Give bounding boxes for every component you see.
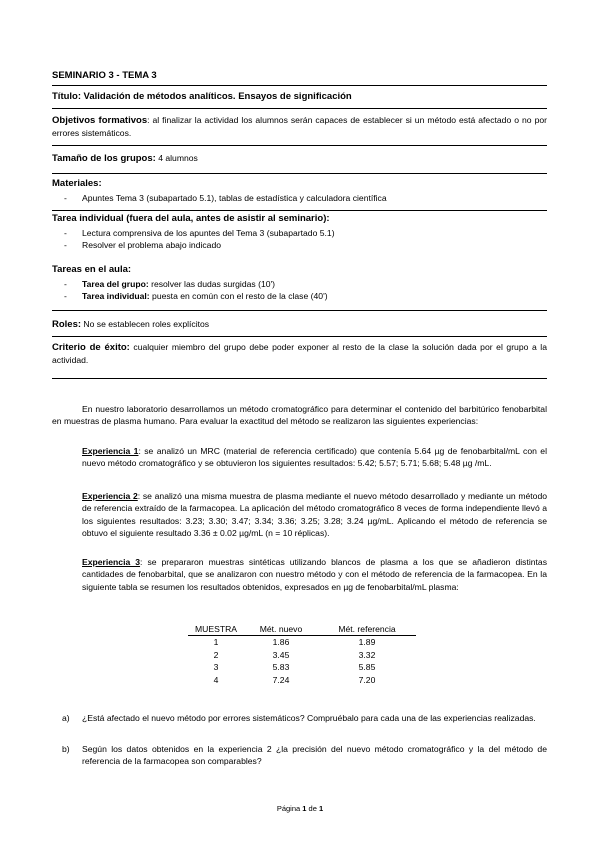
titulo-value: Validación de métodos analíticos. Ensayos de significación: [83, 91, 352, 102]
tamano-value: 4 alumnos: [155, 153, 198, 163]
table-cell: 3.32: [358, 649, 376, 660]
table-cell: 5.85: [358, 662, 376, 673]
tarea-grupo-text: resolver las dudas surgidas (10'): [148, 279, 276, 289]
page-footer: [0, 804, 600, 813]
question-b: [52, 743, 547, 768]
tarea-ind-label: Tarea individual:: [82, 291, 150, 301]
question-b-key: b): [62, 744, 70, 754]
tarea-individual-list: [52, 227, 547, 251]
criterio-label: Criterio de éxito:: [52, 342, 130, 353]
tarea-ind-text: puesta en común con el resto de la clase (40'): [149, 291, 328, 301]
section-tareas-aula: [52, 264, 547, 311]
objetivos-text: : al finalizar la actividad los alumnos serán capaces de establecer si un método está afectado o no por errores sistemáticos.: [52, 115, 547, 138]
footer-of-word: de: [308, 804, 317, 813]
materiales-label: Materiales:: [52, 178, 102, 189]
criterio-text: cualquier miembro del grupo debe poder exponer al resto de la clase la solución dada por el grupo a la actividad.: [52, 342, 547, 365]
experiencia-3: [82, 556, 547, 593]
results-table: [188, 624, 416, 687]
experiencia-1-title: Experiencia 1: [82, 446, 139, 456]
roles-label: Roles:: [52, 319, 82, 330]
question-a-text: ¿Está afectado el nuevo método por errores sistemáticos? Compruébalo para cada una de las experiencias realizadas.: [82, 713, 536, 723]
roles-value: No se establecen roles explícitos: [81, 319, 210, 329]
experiencia-3-title: Experiencia 3: [82, 557, 141, 567]
experiencia-2-title: Experiencia 2: [82, 491, 138, 501]
materiales-list: [52, 192, 547, 204]
seminar-header: [52, 70, 547, 86]
tarea-grupo-label: Tarea del grupo:: [82, 279, 149, 289]
section-tamano: [52, 152, 547, 174]
table-cell: 7.24: [272, 675, 290, 686]
section-materiales: [52, 178, 547, 211]
section-titulo: [52, 90, 547, 109]
table-cell: 3: [213, 662, 219, 673]
table-row: [188, 649, 416, 662]
objetivos-label: Objetivos formativos: [52, 115, 148, 126]
tarea-grupo-item: [64, 278, 547, 290]
table-cell: 5.83: [272, 662, 290, 673]
section-tarea-individual: [52, 213, 547, 251]
table-row: [188, 661, 416, 674]
table-cell: 2: [213, 649, 219, 660]
titulo-label: Título:: [52, 91, 82, 102]
section-criterio: [52, 341, 547, 379]
question-b-text: Según los datos obtenidos en la experiencia 2 ¿la precisión del nuevo método cromatográfico y la del método de referencia de la farmacopea son comparables?: [82, 744, 547, 767]
table-cell: 4: [213, 675, 219, 686]
tarea-ind-item: [64, 290, 547, 302]
table-cell: 1: [213, 637, 219, 647]
experiencia-2: [82, 490, 547, 539]
intro-text: En nuestro laboratorio desarrollamos un método cromatográfico para determinar el contenido del barbitúrico fenobarbital en muestras de plasma humano. Para evaluar la exactitud del método se realizaron las siguientes experiencias:: [52, 404, 547, 427]
section-objetivos: [52, 114, 547, 146]
table-cell: 1.86: [272, 637, 290, 647]
tarea-individual-item: - Resolver el problema abajo indicado: [64, 239, 547, 251]
experiencia-2-text: : se analizó una misma muestra de plasma mediante el nuevo método desarrollado y mediante un método de referencia extraído de la farmacopea. La aplicación del método cromatográfico 8 veces de forma independiente llevó a los siguientes resultados: 3.23; 3.30; 3.47; 3.34; 3.36; 3.25; 3.28; 3.24 µg/mL. Aplicando el método de referencia se obtuvo el siguiente resultado 3.36 ± 0.02 µg/mL (n = 10 réplicas).: [82, 491, 548, 538]
table-row: [188, 636, 416, 649]
materiales-item: - Apuntes Tema 3 (subapartado 5.1), tablas de estadística y calculadora científica: [64, 192, 547, 204]
experiencia-1: [82, 445, 547, 470]
experiencia-3-text: : se prepararon muestras sintéticas utilizando blancos de plasma a los que se añadieron distintas cantidades de fenobarbital, que se analizaron con nuestro método y con el método de referencia de la farmacopea. En la siguiente tabla se resumen los resultados obtenidos, expresados en µg de fenobarbital/mL plasma:: [82, 557, 547, 592]
question-a: [52, 712, 547, 724]
tarea-individual-label: Tarea individual (fuera del aula, antes de asistir al seminario):: [52, 213, 330, 224]
footer-page-word: Página: [276, 804, 301, 813]
col-header-muestra: MUESTRA: [188, 624, 244, 636]
footer-page-total: 1: [318, 804, 324, 813]
tareas-aula-label: Tareas en el aula:: [52, 264, 132, 275]
tamano-label: Tamaño de los grupos:: [52, 153, 156, 164]
table-header-row: [188, 624, 416, 636]
question-a-key: a): [62, 713, 70, 723]
seminar-title: SEMINARIO 3 - TEMA 3: [52, 70, 157, 81]
col-header-nuevo: Mét. nuevo: [244, 624, 318, 636]
table-cell: 7.20: [358, 675, 376, 686]
intro-paragraph: [52, 403, 547, 428]
results-table-wrap: [52, 624, 547, 687]
section-roles: [52, 318, 547, 337]
col-header-referencia: Mét. referencia: [318, 624, 416, 636]
table-row: [188, 674, 416, 687]
experiencia-1-text: : se analizó un MRC (material de referencia certificado) que contenía 5.64 µg de fenobarbital/mL con el nuevo método cromatográfico y se obtuvieron los siguientes resultados: 5.42; 5.57; 5.71; 5.68; 5.48 µg /mL.: [82, 446, 547, 469]
table-cell: 1.89: [358, 637, 376, 647]
footer-page-number: 1: [302, 804, 307, 813]
tareas-aula-list: [52, 278, 547, 302]
table-cell: 3.45: [272, 649, 290, 660]
tarea-individual-item: - Lectura comprensiva de los apuntes del Tema 3 (subapartado 5.1): [64, 227, 547, 239]
